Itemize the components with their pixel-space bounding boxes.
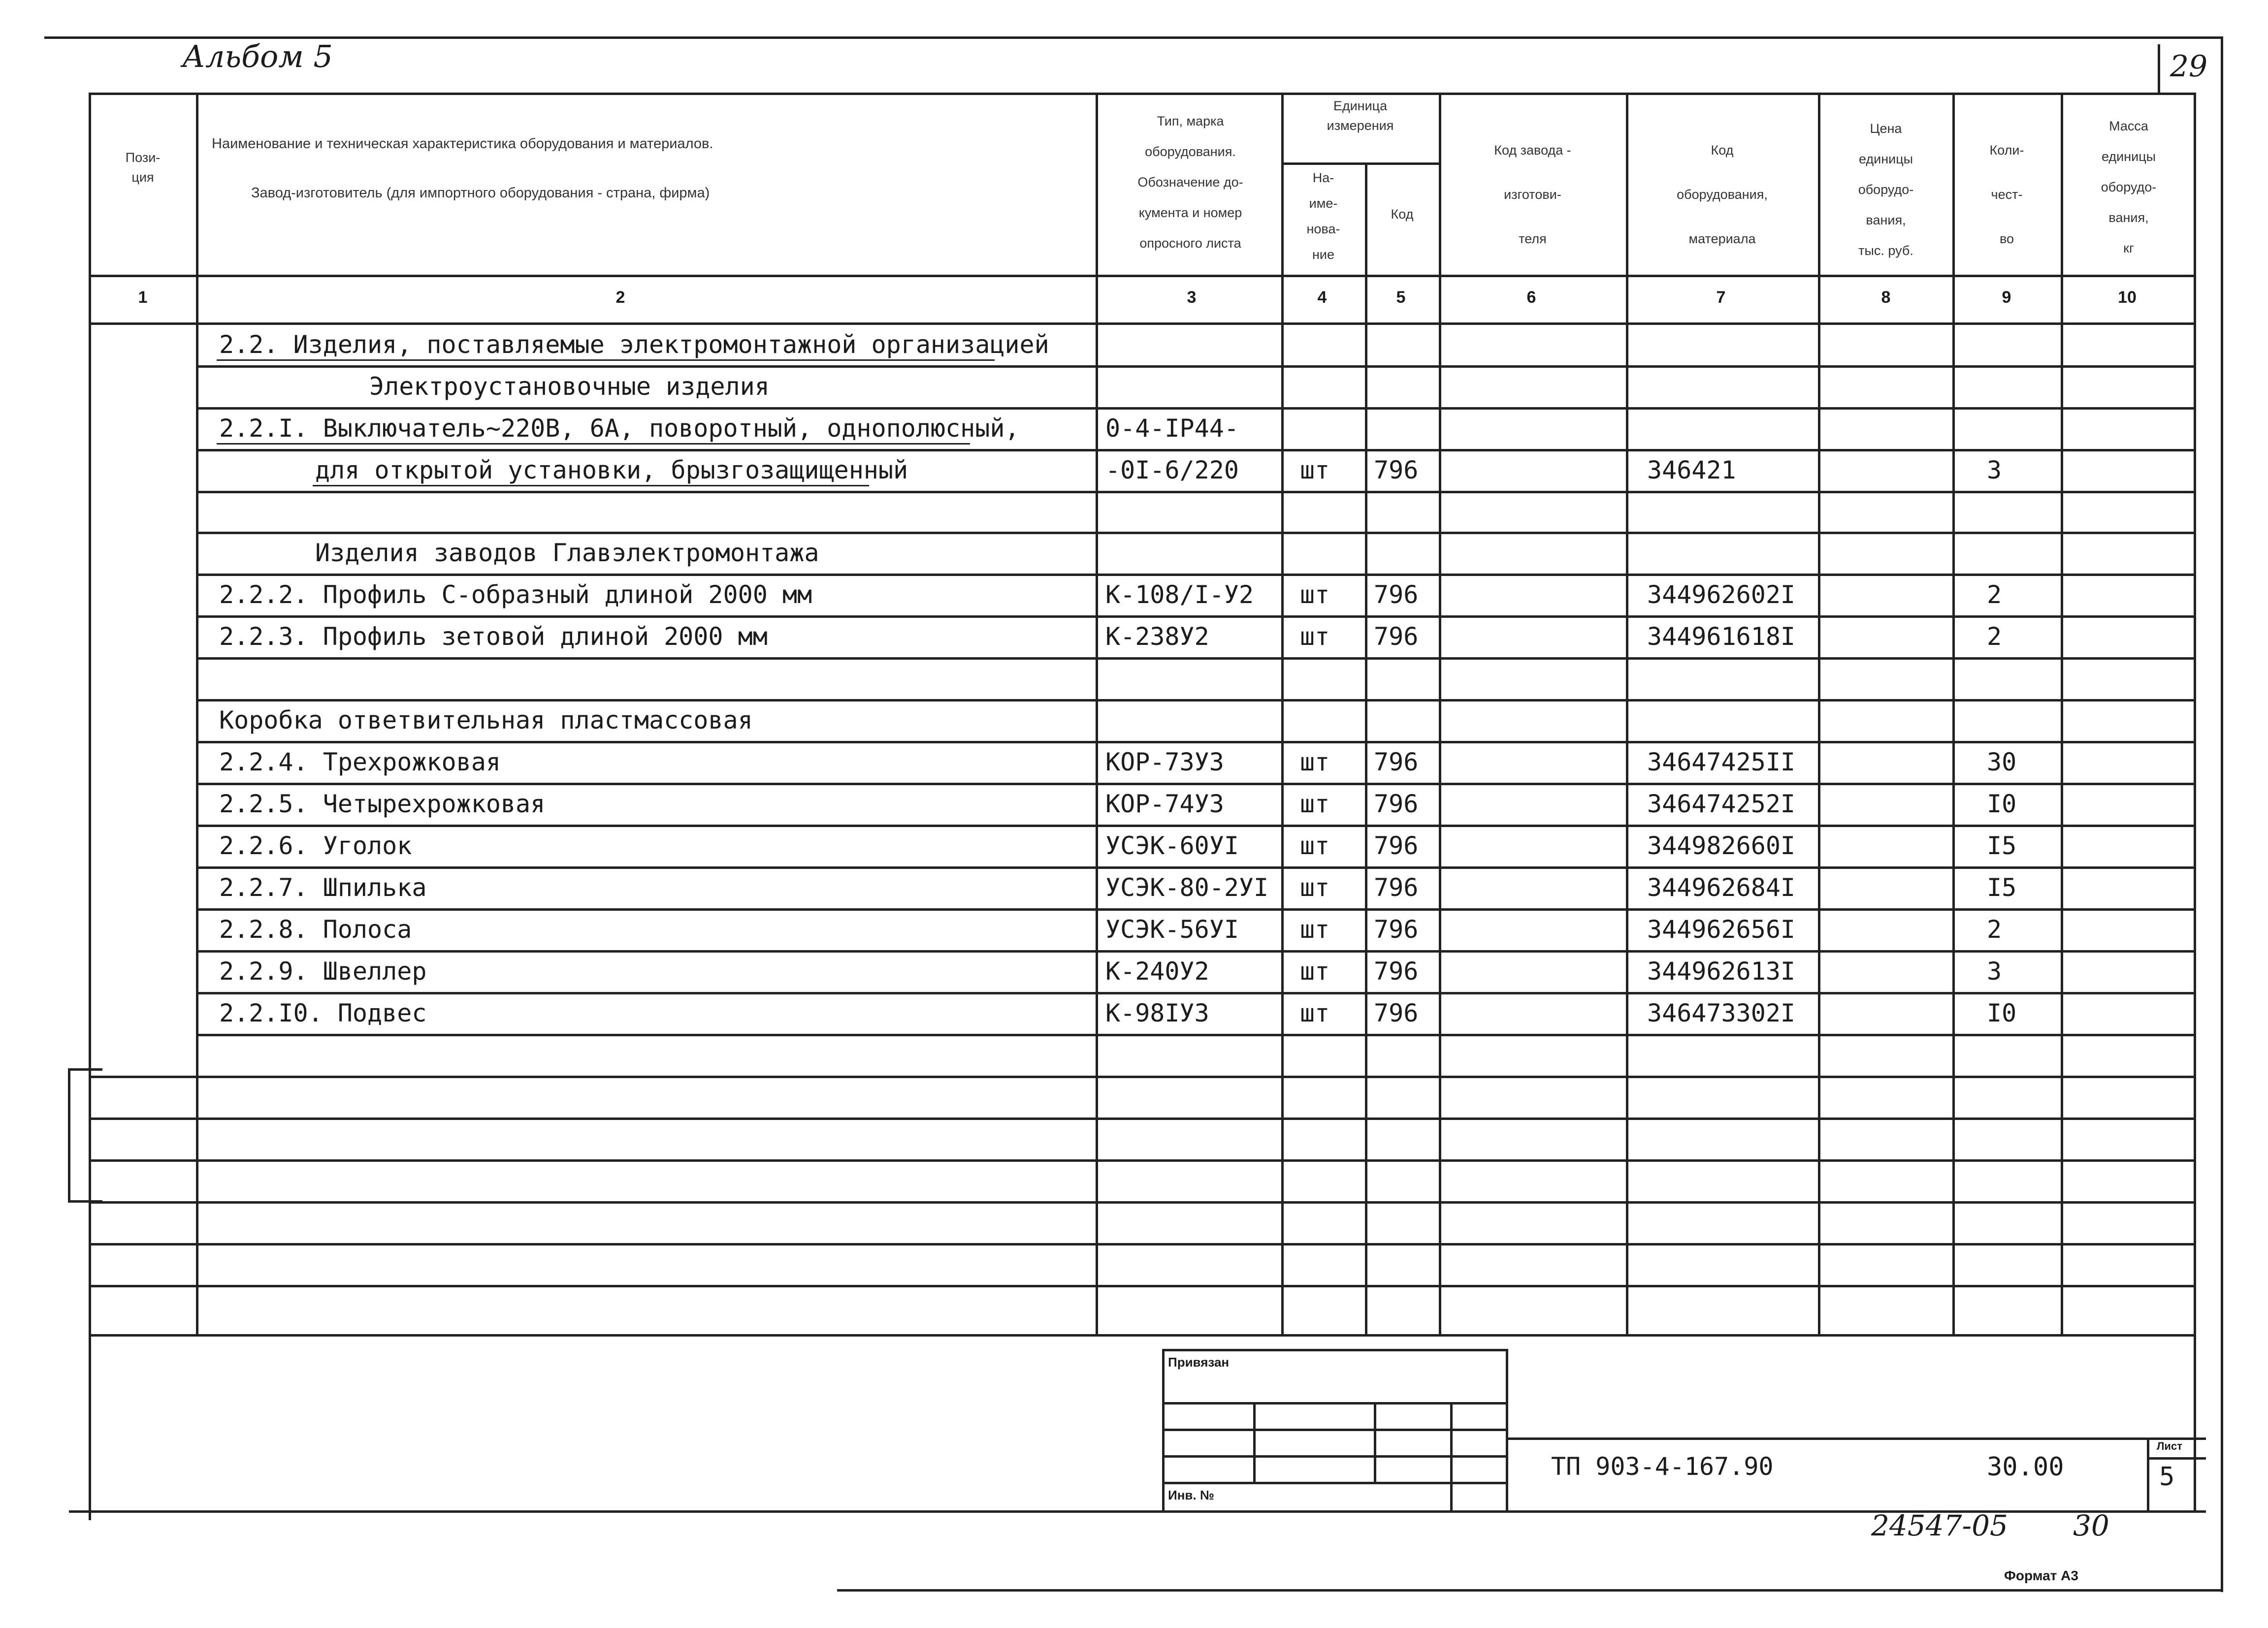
colnum-4: 4	[1317, 288, 1327, 307]
row-1-underline	[217, 359, 995, 361]
stamp-doc-code: ТП 903-4-167.90	[1551, 1452, 1774, 1481]
row-10-name: Коробка ответвительная пластмассовая	[219, 706, 753, 734]
colnum-9: 9	[2002, 288, 2011, 307]
footer-handwritten-code: 24547-05	[1871, 1509, 2008, 1542]
row-6-name: Изделия заводов Главэлектромонтажа	[315, 539, 819, 567]
colnum-5: 5	[1396, 288, 1406, 307]
row-8-type: К-238У2	[1105, 622, 1209, 651]
row-15-material-code: 344962656I	[1647, 915, 1796, 944]
row-2-name: Электроустановочные изделия	[369, 372, 770, 401]
top-border	[44, 36, 2221, 39]
row-3-type: 0-4-IP44-	[1105, 414, 1239, 443]
row-17-material-code: 346473302I	[1647, 999, 1796, 1027]
row-12-qty: I0	[1987, 790, 2017, 818]
row-17-type: К-98IУ3	[1105, 999, 1209, 1027]
stamp-sheet: 5	[2159, 1462, 2175, 1492]
row-17-qty: I0	[1987, 999, 2017, 1027]
header-position: Пози- ция	[125, 150, 161, 185]
stamp-section: 30.00	[1987, 1452, 2064, 1482]
header-name-line1: Наименование и техническая характеристика оборудования и материалов.	[212, 136, 713, 152]
colnum-1: 1	[138, 288, 148, 307]
header-material-code: Код оборудования, материала	[1677, 143, 1768, 246]
col-line-3	[1281, 93, 1284, 1336]
row-16-unit-code: 796	[1374, 957, 1419, 986]
frame-right	[2221, 36, 2223, 1592]
row-14-unit: шт	[1300, 873, 1330, 902]
row-7-type: К-108/I-У2	[1105, 580, 1254, 609]
header-factory-code: Код завода - изготови- теля	[1494, 143, 1571, 246]
row-4-type: -0I-6/220	[1105, 456, 1239, 484]
row-4-name: для открытой установки, брызгозащищенный	[315, 456, 908, 484]
row-17-unit-code: 796	[1374, 999, 1419, 1027]
col-line-9	[2061, 93, 2063, 1336]
header-price: Цена единицы оборудо- вания, тыс. руб.	[1858, 121, 1914, 258]
row-14-name: 2.2.7. Шпилька	[219, 873, 427, 902]
row-11-unit-code: 796	[1374, 748, 1419, 776]
header-top-line	[89, 93, 2196, 95]
page-number-box-left	[2158, 44, 2160, 94]
header-unit-name: На- име- нова- ние	[1306, 170, 1340, 262]
row-11-type: КОР-73У3	[1105, 748, 1224, 776]
header-type: Тип, марка оборудования. Обозначение до- кумента и номер опросного листа	[1137, 114, 1243, 251]
row-16-type: К-240У2	[1105, 957, 1209, 986]
row-12-material-code: 346474252I	[1647, 790, 1796, 818]
row-12-unit-code: 796	[1374, 790, 1419, 818]
row-12-name: 2.2.5. Четырехрожковая	[219, 790, 546, 818]
row-4-unit-code: 796	[1374, 456, 1419, 484]
row-4-qty: 3	[1987, 456, 2002, 484]
frame-bottom-outer	[837, 1589, 2221, 1592]
stamp-inv-label: Инв. №	[1168, 1488, 1214, 1502]
row-14-material-code: 344962684I	[1647, 873, 1796, 902]
row-17-name: 2.2.I0. Подвес	[219, 999, 427, 1027]
colnum-8: 8	[1881, 288, 1891, 307]
album-title: Альбом 5	[182, 38, 333, 74]
header-name-line2: Завод-изготовитель (для импортного оборудования - страна, фирма)	[251, 185, 710, 201]
header-unit: Единица измерения	[1327, 98, 1394, 133]
header-unit-code: Код	[1391, 207, 1414, 222]
row-1-name: 2.2. Изделия, поставляемые электромонтажной организацией	[219, 330, 1049, 359]
col-line-7	[1818, 93, 1820, 1336]
row-7-unit: шт	[1300, 580, 1330, 609]
footer-handwritten-page: 30	[2073, 1509, 2109, 1542]
row-15-name: 2.2.8. Полоса	[219, 915, 412, 944]
row-11-name: 2.2.4. Трехрожковая	[219, 748, 501, 776]
colnum-6: 6	[1526, 288, 1536, 307]
row-13-material-code: 344982660I	[1647, 831, 1796, 860]
side-tab-line	[68, 1068, 70, 1201]
col-line-6	[1626, 93, 1628, 1336]
row-7-unit-code: 796	[1374, 580, 1419, 609]
row-11-unit: шт	[1300, 748, 1330, 776]
colnum-2: 2	[616, 288, 625, 307]
page-number: 29	[2170, 49, 2208, 84]
header-bottom-line	[89, 275, 2196, 277]
row-17-unit: шт	[1300, 999, 1330, 1027]
row-7-material-code: 344962602I	[1647, 580, 1796, 609]
frame-right-inner	[2194, 93, 2196, 1510]
row-13-type: УСЭК-60УI	[1105, 831, 1239, 860]
row-4-material-code: 346421	[1647, 456, 1736, 484]
colnum-10: 10	[2118, 288, 2137, 307]
row-7-qty: 2	[1987, 580, 2002, 609]
header-mass: Масса единицы оборудо- вания, кг	[2101, 119, 2157, 255]
row-7-name: 2.2.2. Профиль С-образный длиной 2000 мм	[219, 580, 812, 609]
row-14-unit-code: 796	[1374, 873, 1419, 902]
row-16-unit: шт	[1300, 957, 1330, 986]
row-16-material-code: 344962613I	[1647, 957, 1796, 986]
row-8-qty: 2	[1987, 622, 2002, 651]
row-8-name: 2.2.3. Профиль зетовой длиной 2000 мм	[219, 622, 768, 651]
row-3-underline	[217, 443, 970, 445]
colnum-3: 3	[1187, 288, 1197, 307]
row-11-material-code: 34647425II	[1647, 748, 1796, 776]
stamp-sheet-label: Лист	[2157, 1440, 2182, 1452]
row-14-type: УСЭК-80-2УI	[1105, 873, 1269, 902]
col-line-1	[196, 93, 198, 1336]
stamp-checked-label: Привязан	[1168, 1355, 1230, 1370]
row-4-unit: шт	[1300, 456, 1330, 484]
col-line-5	[1439, 93, 1441, 1336]
side-tab-top	[68, 1068, 102, 1071]
row-12-type: КОР-74У3	[1105, 790, 1224, 818]
row-15-type: УСЭК-56УI	[1105, 915, 1239, 944]
row-14-qty: I5	[1987, 873, 2017, 902]
col-line-2	[1096, 93, 1098, 1336]
frame-left-table	[89, 93, 91, 1520]
header-quantity: Коли- чест- во	[1989, 143, 2024, 246]
row-13-unit-code: 796	[1374, 831, 1419, 860]
row-13-qty: I5	[1987, 831, 2017, 860]
row-11-qty: 30	[1987, 748, 2017, 776]
row-13-name: 2.2.6. Уголок	[219, 831, 412, 860]
colnum-7: 7	[1716, 288, 1726, 307]
row-8-material-code: 344961618I	[1647, 622, 1796, 651]
row-8-unit-code: 796	[1374, 622, 1419, 651]
row-16-qty: 3	[1987, 957, 2002, 986]
row-4-underline	[313, 485, 869, 486]
row-16-name: 2.2.9. Швеллер	[219, 957, 427, 986]
row-15-unit-code: 796	[1374, 915, 1419, 944]
row-12-unit: шт	[1300, 790, 1330, 818]
col-line-8	[1952, 93, 1955, 1336]
row-8-unit: шт	[1300, 622, 1330, 651]
footer-format: Формат А3	[2004, 1568, 2078, 1583]
row-3-name: 2.2.I. Выключатель~220В, 6А, поворотный, однополюсный,	[219, 414, 1020, 443]
row-15-unit: шт	[1300, 915, 1330, 944]
row-13-unit: шт	[1300, 831, 1330, 860]
row-15-qty: 2	[1987, 915, 2002, 944]
